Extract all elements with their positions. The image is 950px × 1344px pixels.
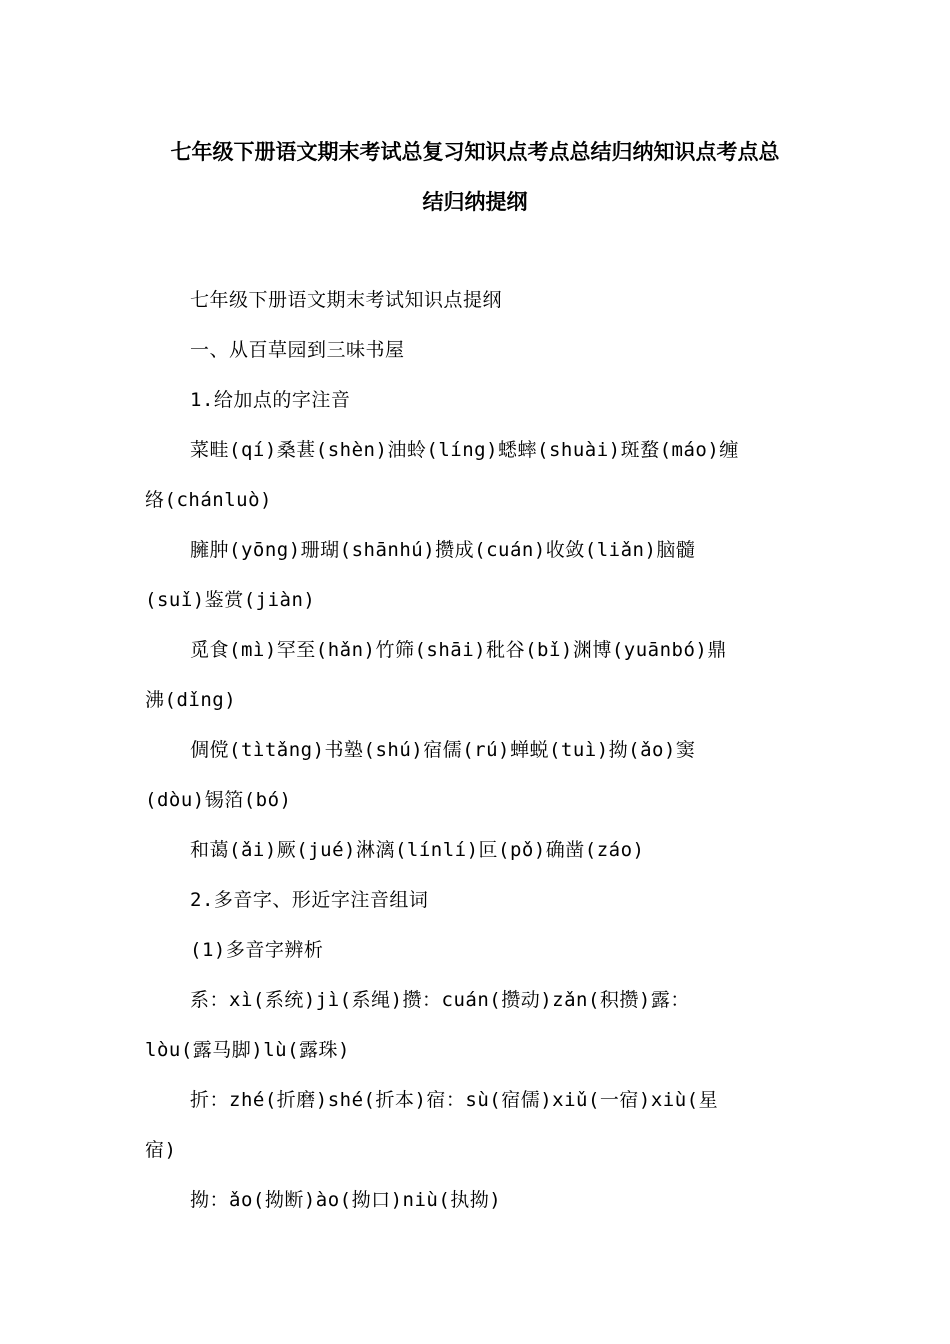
body-line: 沸(dǐng) (145, 689, 237, 711)
body-line: 臃肿(yōng)珊瑚(shānhú)攒成(cuán)收敛(liǎn)脑髓 (190, 539, 696, 561)
body-line: (dòu)锡箔(bó) (145, 789, 292, 811)
body-line: 倜傥(tìtǎng)书塾(shú)宿儒(rú)蝉蜕(tuì)拗(ǎo)窦 (190, 739, 696, 761)
body-line: 宿) (145, 1139, 177, 1161)
body-line: 和蔼(ǎi)厥(jué)淋漓(línlí)叵(pǒ)确凿(záo) (190, 839, 645, 861)
body-line: 1.给加点的字注音 (190, 389, 351, 411)
body-line: 系：xì(系统)jì(系绳)攒：cuán(攒动)zǎn(积攒)露： (190, 989, 690, 1011)
document-title (100, 127, 850, 227)
body-line: 一、从百草园到三味书屋 (190, 339, 405, 361)
body-line: lòu(露马脚)lù(露珠) (145, 1039, 350, 1061)
body-line: 拗：ǎo(拗断)ào(拗口)niù(执拗) (190, 1189, 502, 1211)
body-line: 觅食(mì)罕至(hǎn)竹筛(shāi)秕谷(bǐ)渊博(yuānbó)鼎 (190, 639, 727, 661)
body-line: 菜畦(qí)桑葚(shèn)油蛉(líng)蟋蟀(shuài)斑蝥(máo)缠 (190, 439, 739, 461)
body-line: 折：zhé(折磨)shé(折本)宿：sù(宿儒)xiǔ(一宿)xiù(星 (190, 1089, 719, 1111)
title-line-2: 结归纳提纲 (422, 190, 528, 214)
body-line: 七年级下册语文期末考试知识点提纲 (190, 289, 503, 311)
body-line: (suǐ)鉴赏(jiàn) (145, 589, 316, 611)
title-line-1: 七年级下册语文期末考试总复习知识点考点总结归纳知识点考点总 (170, 140, 780, 164)
body-line: 络(chánluò) (145, 489, 272, 511)
body-line: 2.多音字、形近字注音组词 (190, 889, 429, 911)
body-line: (1)多音字辨析 (190, 939, 324, 961)
